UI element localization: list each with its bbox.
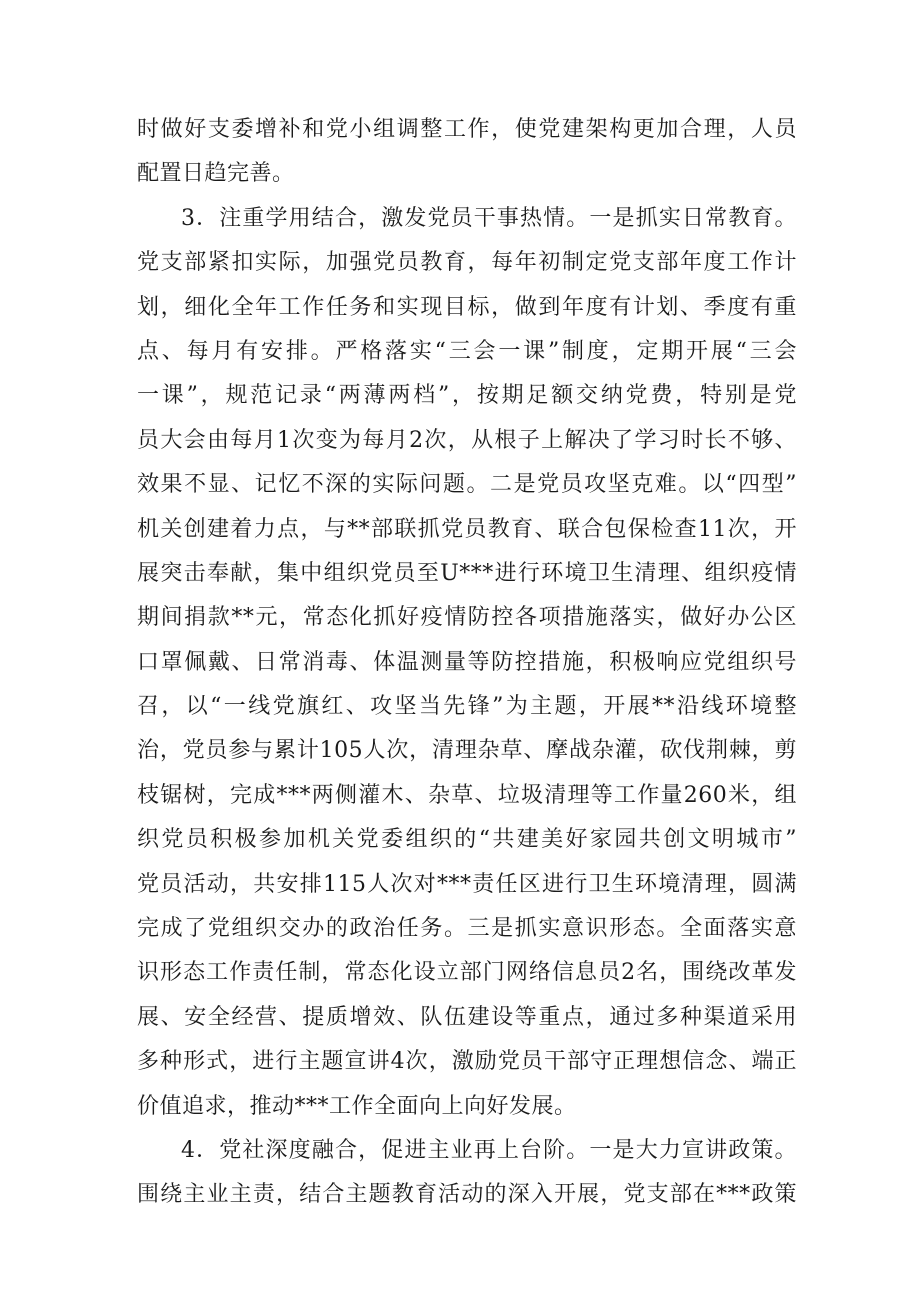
text-line: 点、每月有安排。严格落实“三会一课”制度，定期开展“三会 — [137, 338, 797, 364]
text-line: 展突击奉献，集中组织党员至U***进行环境卫生清理、组织疫情 — [137, 560, 797, 586]
document-body — [137, 108, 797, 1218]
text-line: 配置日趋完善。 — [137, 161, 295, 187]
text-line: 员大会由每月1次变为每月2次，从根子上解决了学习时长不够、 — [137, 427, 797, 453]
text-line: 召，以“一线党旗红、攻坚当先锋”为主题，开展**沿线环境整 — [137, 694, 797, 720]
text-line: 围绕主业主责，结合主题教育活动的深入开展，党支部在***政策 — [137, 1182, 797, 1208]
text-line: 效果不显、记忆不深的实际问题。二是党员攻坚克难。以“四型” — [137, 472, 797, 498]
text-line: 机关创建着力点，与**部联抓党员教育、联合包保检查11次，开 — [137, 516, 797, 542]
text-line: 党支部紧扣实际，加强党员教育，每年初制定党支部年度工作计 — [137, 250, 797, 276]
text-line: 一课”，规范记录“两薄两档”，按期足额交纳党费，特别是党 — [137, 383, 797, 409]
text-line: 价值追求，推动***工作全面向上向好发展。 — [137, 1093, 577, 1119]
text-line: 期间捐款**元，常态化抓好疫情防控各项措施落实，做好办公区 — [137, 605, 797, 631]
text-line: 多种形式，进行主题宣讲4次，激励党员干部守正理想信念、端正 — [137, 1049, 797, 1075]
text-line: 治，党员参与累计105人次，清理杂草、摩战杂灌，砍伐荆棘，剪 — [137, 738, 797, 764]
text-line: 枝锯树，完成***两侧灌木、杂草、垃圾清理等工作量260米，组 — [137, 782, 797, 808]
text-line: 识形态工作责任制，常态化设立部门网络信息员2名，围绕改革发 — [137, 960, 797, 986]
text-line: 党员活动，共安排115人次对***责任区进行卫生环境清理，圆满 — [137, 871, 797, 897]
text-line: 织党员积极参加机关党委组织的“共建美好家园共创文明城市” — [137, 827, 797, 853]
text-line: 口罩佩戴、日常消毒、体温测量等防控措施，积极响应党组织号 — [137, 649, 797, 675]
paragraph-start-line: 3．注重学用结合，激发党员干事热情。一是抓实日常教育。 — [181, 205, 797, 231]
text-line: 时做好支委增补和党小组调整工作，使党建架构更加合理，人员 — [137, 117, 797, 142]
text-line: 完成了党组织交办的政治任务。三是抓实意识形态。全面落实意 — [137, 916, 797, 942]
text-line: 展、安全经营、提质增效、队伍建设等重点，通过多种渠道采用 — [137, 1004, 797, 1030]
paragraph-start-line: 4．党社深度融合，促进主业再上台阶。一是大力宣讲政策。 — [181, 1137, 797, 1163]
text-line: 划，细化全年工作任务和实现目标，做到年度有计划、季度有重 — [137, 294, 797, 320]
